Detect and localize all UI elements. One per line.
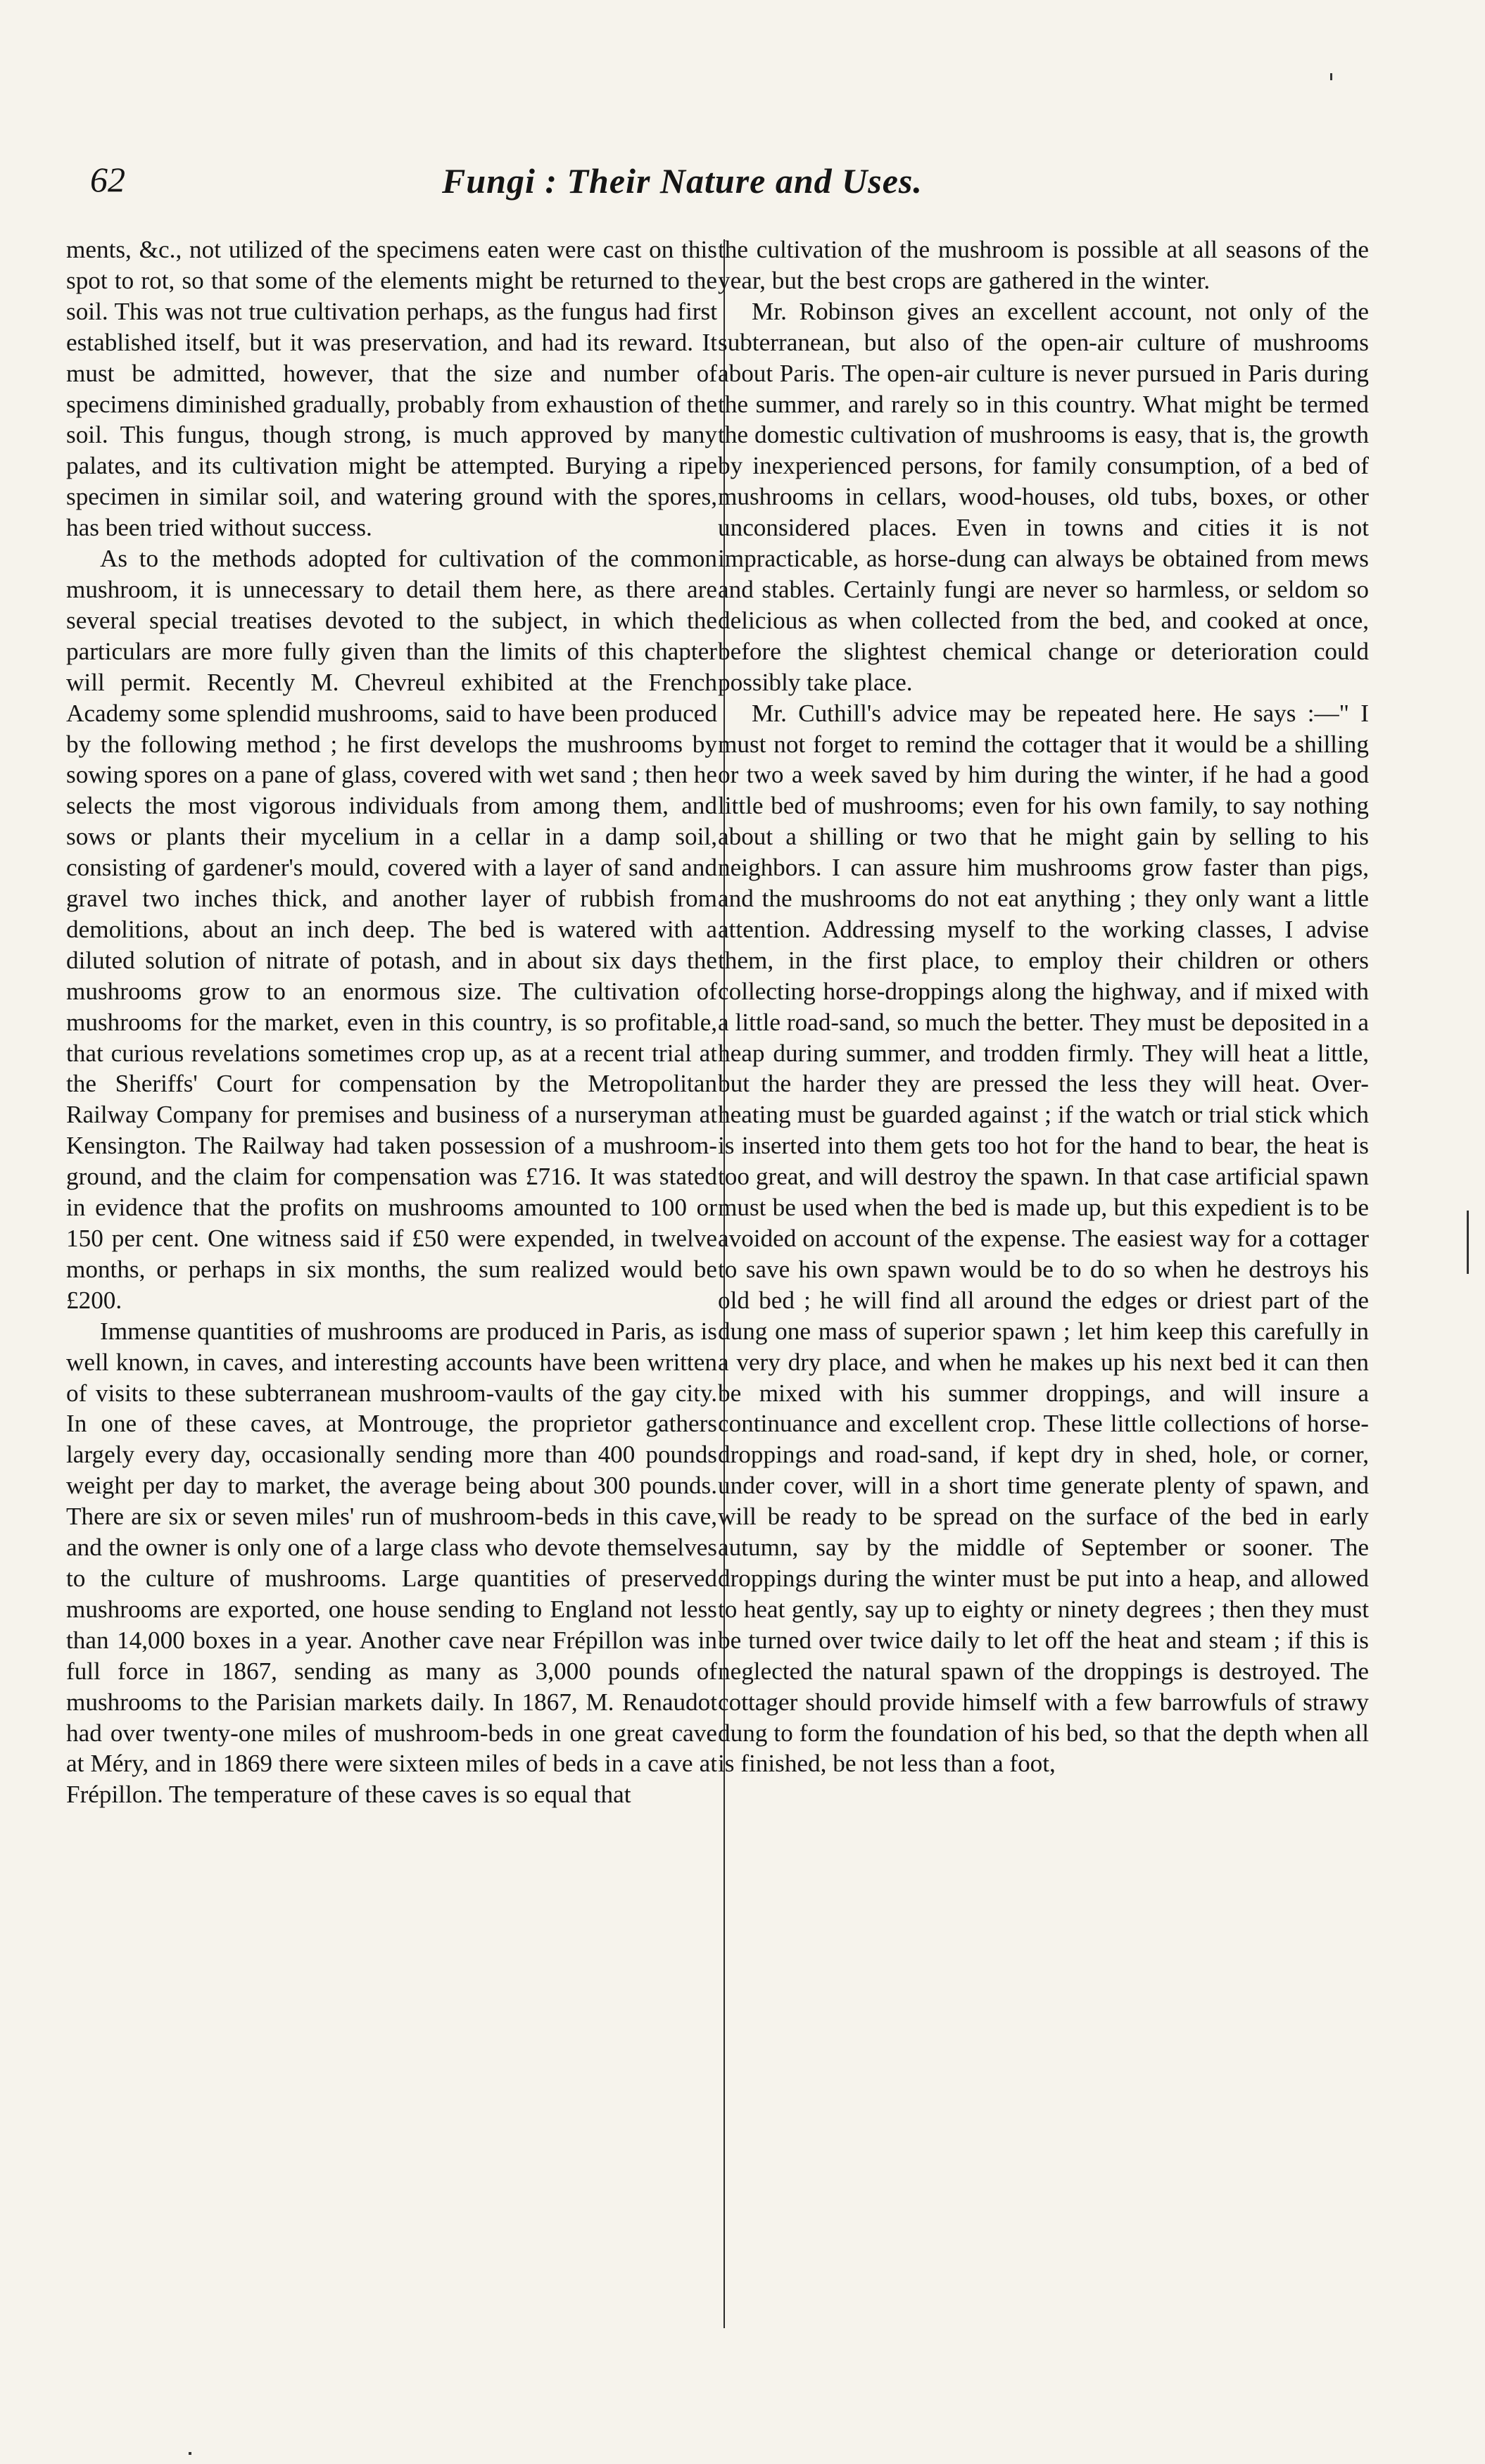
left-column <box>66 234 717 1810</box>
page-header <box>90 159 1019 208</box>
right-paragraph-2: Mr. Robinson gives an excellent account, not only of the subterranean, but also of the open-air culture of mushrooms about Paris. The open-air culture is never pursued in Paris during the summer, and rarely so in this country. What might be termed the domestic cultivation of mushrooms is easy, that is, the growth by inexperienced persons, for family consumption, of a bed of mushrooms in cellars, wood-houses, old tubs, boxes, or other unconsidered places. Even in towns and cities it is not impracticable, as horse-dung can always be obtained from mews and stables. Certainly fungi are never so harmless, or seldom so delicious as when collected from the bed, and cooked at once, before the slightest chemical change or deterioration could possibly take place. <box>718 297 1369 696</box>
margin-mark-top <box>1330 73 1332 80</box>
page-number: 62 <box>90 160 125 199</box>
right-paragraph-3: Mr. Cuthill's advice may be repeated here. He says :—" I must not forget to remind the cottager that it would be a shilling or two a week saved by him during the winter, if he had a good little bed of mushrooms; even for his own family, to say nothing about a shilling or two that he might gain by selling to his neighbors. I can assure him mushrooms grow faster than pigs, and the mushrooms do not eat anything ; they only want a little attention. Addressing myself to the working classes, I advise them, in the first place, to employ their children or others collecting horse-droppings along the highway, and if mixed with a little road-sand, so much the better. They must be deposited in a heap during summer, and trodden firmly. They will heat a little, but the harder they are pressed the less they will heat. Over-heating must be guarded against ; if the watch or trial stick which is inserted into them gets too hot for the hand to bear, the heat is too great, and will destroy the spawn. In that case artificial spawn must be used when the bed is made up, but this expedient is to be avoided on account of the expense. The easiest way for a cottager to save his own spawn would be to do so when he destroys his old bed ; he will find all around the edges or driest part of the dung one mass of superior spawn ; let him keep this carefully in a very dry place, and when he makes up his next bed it can then be mixed with his summer droppings, and will insure a continuance and excellent crop. These little collections of horse-droppings and road-sand, if kept dry in shed, hole, or corner, under cover, will in a short time generate plenty of spawn, and will be ready to be spread on the surface of the bed in early autumn, say by the middle of September or sooner. The droppings during the winter must be put into a heap, and allowed to heat gently, say up to eighty or ninety degrees ; then they must be turned over twice daily to let off the heat and steam ; if this is neglected the natural spawn of the droppings is destroyed. The cottager should provide himself with a few barrowfuls of strawy dung to form the foundation of his bed, so that the depth when all is finished, be not less than a foot, <box>718 699 1369 1778</box>
left-paragraph-2: As to the methods adopted for cultivation of the common mushroom, it is unnecessary to detail them here, as there are several special treatises devoted to the subject, in which the particulars are more fully given than the limits of this chapter will permit. Recently M. Chevreul exhibited at the French Academy some splendid mushrooms, said to have been produced by the following method ; he first develops the mushrooms by sowing spores on a pane of glass, covered with wet sand ; then he selects the most vigorous individuals from among them, and sows or plants their mycelium in a cellar in a damp soil, consisting of gardener's mould, covered with a layer of sand and gravel two inches thick, and another layer of rubbish from demolitions, about an inch deep. The bed is watered with a diluted solution of nitrate of potash, and in about six days the mushrooms grow to an enormous size. The cultivation of mushrooms for the market, even in this country, is so profitable, that curious revelations sometimes crop up, as at a recent trial at the Sheriffs' Court for compensation by the Metropolitan Railway Company for premises and business of a nurseryman at Kensington. The Railway had taken possession of a mushroom-ground, and the claim for compensation was £716. It was stated in evidence that the profits on mushrooms amounted to 100 or 150 per cent. One witness said if £50 were expended, in twelve months, or perhaps in six months, the sum realized would be £200. <box>66 545 717 1314</box>
left-paragraph-1: ments, &c., not utilized of the specimens eaten were cast on this spot to rot, so that some of the elements might be returned to the soil. This was not true cultivation perhaps, as the fungus had first established itself, but it was preservation, and had its reward. It must be admitted, however, that the size and number of specimens diminished gradually, probably from exhaustion of the soil. This fungus, though strong, is much approved by many palates, and its cultivation might be attempted. Burying a ripe specimen in similar soil, and watering ground with the spores, has been tried without success. <box>66 236 717 542</box>
margin-mark-right <box>1467 1211 1469 1274</box>
left-paragraph-3: Immense quantities of mushrooms are produced in Paris, as is well known, in caves, and interesting accounts have been written of visits to these subterranean mushroom-vaults of the gay city. In one of these caves, at Montrouge, the proprietor gathers largely every day, occasionally sending more than 400 pounds weight per day to market, the average being about 300 pounds. There are six or seven miles' run of mushroom-beds in this cave, and the owner is only one of a large class who devote themselves to the culture of mushrooms. Large quantities of preserved mushrooms are exported, one house sending to England not less than 14,000 boxes in a year. Another cave near Frépillon was in full force in 1867, sending as many as 3,000 pounds of mushrooms to the Parisian markets daily. In 1867, M. Renaudot had over twenty-one miles of mushroom-beds in one great cave at Méry, and in 1869 there were sixteen miles of beds in a cave at Frépillon. The temperature of these caves is so equal that <box>66 1317 717 1809</box>
running-title: Fungi : Their Nature and Uses. <box>442 161 923 201</box>
right-paragraph-1: the cultivation of the mushroom is possible at all seasons of the year, but the best crops are gathered in the winter. <box>718 236 1369 294</box>
right-column <box>718 234 1369 1779</box>
margin-mark-bottom <box>189 2452 191 2455</box>
